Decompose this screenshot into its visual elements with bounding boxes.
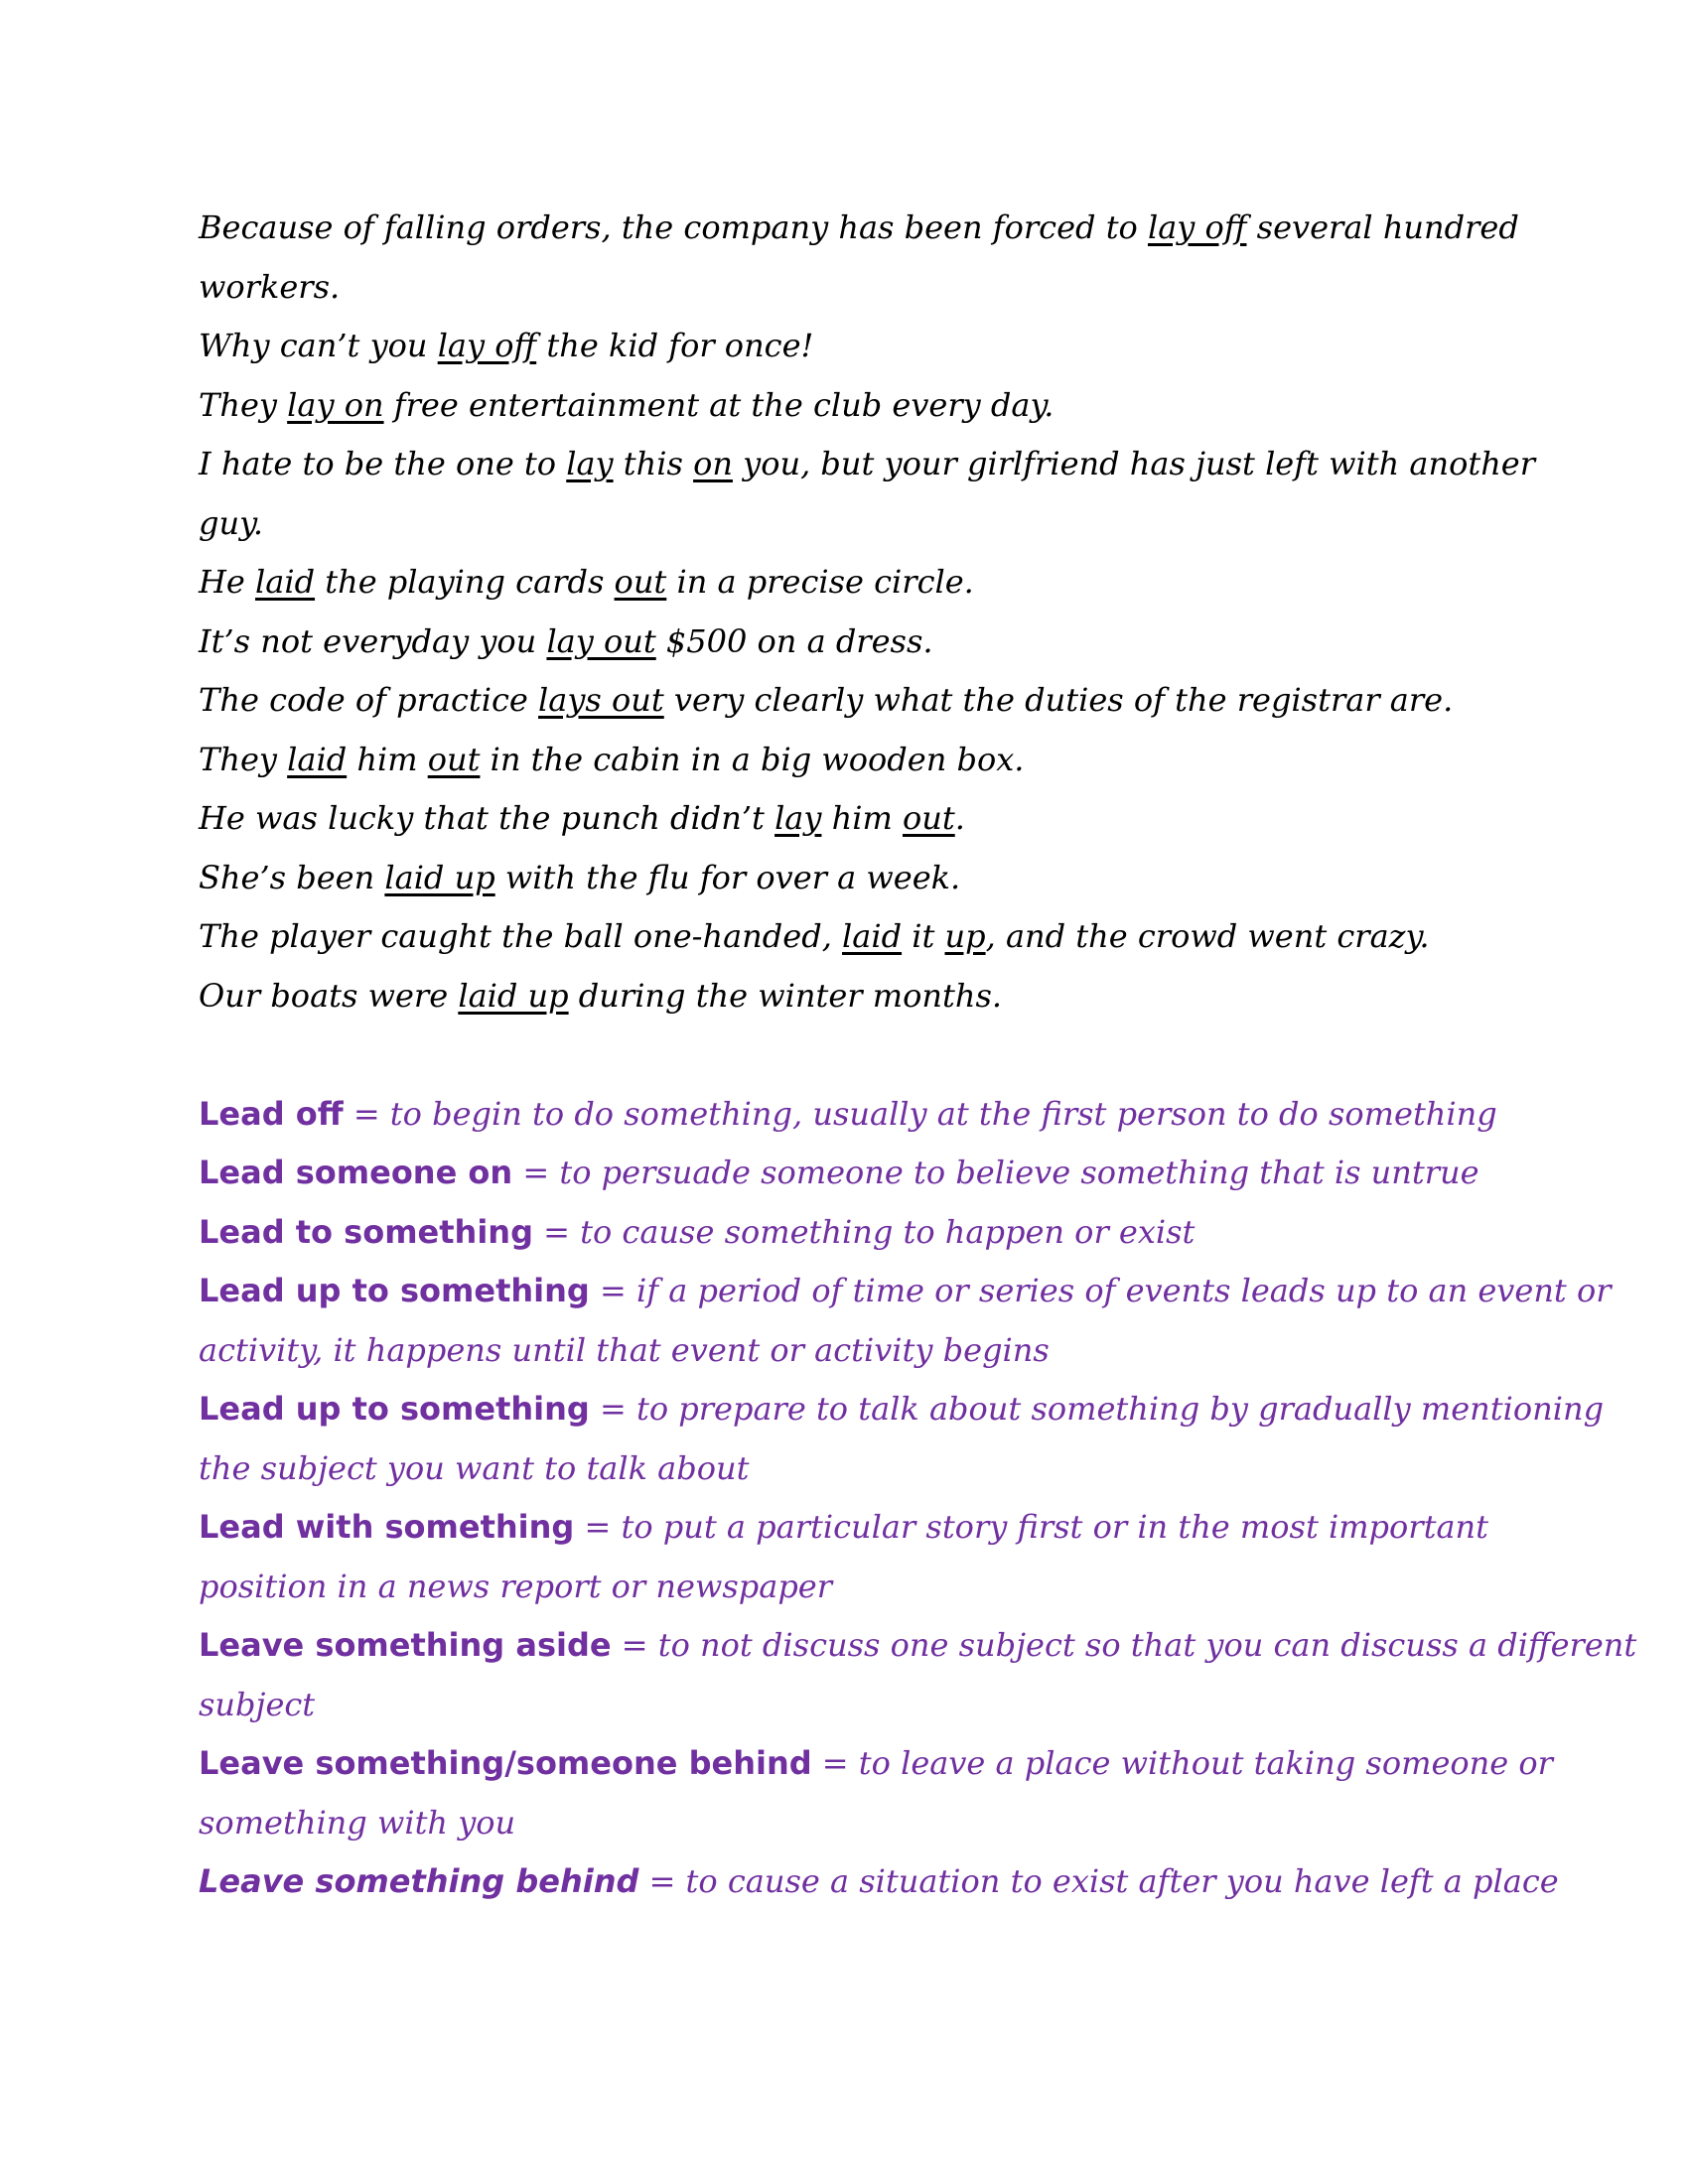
phrasal-verb-term: Lead off [199,1094,344,1133]
example-line [199,907,1489,967]
text-segment: in the cabin in a big wooden box. [480,740,1025,778]
underlined-phrase: laid up [458,976,569,1015]
text-segment: something with you [199,1803,516,1842]
underlined-phrase: lay [774,799,822,837]
text-segment: = to begin to do something, usually at the first person to do something [343,1094,1497,1133]
underlined-phrase: on [693,445,733,482]
underlined-phrase: lay out [546,621,656,660]
underlined-phrase: lays out [538,681,664,719]
text-segment: He was lucky that the punch didn’t [199,799,775,837]
text-segment: They [199,385,288,424]
text-segment: the playing cards [315,563,615,601]
example-line [199,849,1489,908]
definition-line [199,1498,1489,1558]
example-line [199,967,1489,1026]
text-segment: Why can’t you [199,327,438,364]
text-segment: Our boats were [199,976,459,1015]
phrasal-verb-term: Lead up to something [199,1390,590,1428]
phrasal-verb-term: Leave something/someone behind [199,1744,812,1782]
text-segment: She’s been [199,858,385,896]
text-segment: The code of practice [199,681,539,719]
text-segment: subject [199,1685,316,1723]
definition-line [199,1558,1489,1617]
text-segment: him [821,799,903,837]
text-segment: it [902,917,945,955]
example-line [199,671,1489,731]
phrasal-verb-term: Leave something aside [199,1626,612,1664]
definition-line [199,1321,1489,1381]
underlined-phrase: lay off [1147,208,1247,246]
text-segment: = to cause something to happen or exist [532,1212,1196,1251]
text-segment: The player caught the ball one-handed, [199,917,843,955]
text-segment: , and the crowd went crazy. [985,917,1430,955]
definition-line [199,1144,1489,1203]
example-line [199,789,1489,849]
text-segment: this [613,445,694,482]
definition-line [199,1794,1489,1853]
example-line [199,199,1519,258]
paragraph-gap [199,1025,1489,1085]
underlined-phrase: lay [566,445,614,482]
definition-line [199,1085,1497,1145]
phrasal-verb-term: Lead with something [199,1508,575,1546]
phrasal-verb-definitions [199,1085,1637,1912]
text-segment: $500 on a dress. [655,621,933,660]
underlined-phrase: out [902,799,955,837]
example-line [199,613,1489,672]
underlined-phrase: out [614,563,667,601]
text-segment: in a precise circle. [666,563,974,601]
text-segment: = to persuade someone to believe something that is untrue [512,1154,1479,1191]
text-segment: position in a news report or newspaper [199,1567,833,1605]
text-segment: It’s not everyday you [199,621,547,660]
definition-line [199,1439,1489,1499]
text-segment: you, but your girlfriend has just left with another [732,445,1536,482]
example-line [199,494,1489,554]
text-segment: = to prepare to talk about something by gradually mentioning [589,1390,1605,1428]
text-segment: He [199,563,256,601]
text-segment: during the winter months. [568,976,1003,1015]
text-segment: activity, it happens until that event or activity begins [199,1330,1050,1369]
underlined-phrase: laid up [384,858,495,896]
text-segment: They [199,740,288,778]
phrasal-verb-term: Lead up to something [199,1272,590,1309]
text-segment: free entertainment at the club every day. [383,385,1055,424]
underlined-phrase: lay off [437,327,537,364]
text-segment: = to not discuss one subject so that you can discuss a different [611,1626,1637,1664]
example-line [199,553,1489,613]
example-line [199,376,1489,436]
underlined-phrase: up [944,917,986,955]
example-line [199,317,1489,376]
text-segment: several hundred [1246,208,1519,246]
underlined-phrase: out [427,740,481,778]
definition-line [199,1734,1553,1794]
text-segment: Because of falling orders, the company has been forced to [199,208,1148,246]
definition-line [199,1616,1637,1676]
example-line [199,435,1536,494]
text-segment: him [347,740,428,778]
document-page [199,199,1637,1912]
text-segment: with the flu for over a week. [494,858,961,896]
text-segment: = to put a particular story first or in the most important [574,1508,1488,1546]
definition-line [199,1203,1489,1263]
text-segment: = if a period of time or series of events leads up to an event or [589,1272,1612,1309]
example-line [199,258,1489,318]
underlined-phrase: lay on [287,385,384,424]
text-segment: guy. [199,503,264,542]
definition-line [199,1676,1489,1735]
text-segment: workers. [199,267,341,306]
text-segment: . [954,799,965,837]
text-segment: the subject you want to talk about [199,1448,750,1487]
text-segment: I hate to be the one to [199,445,567,482]
example-sentences [199,199,1536,1025]
underlined-phrase: laid [842,917,903,955]
phrasal-verb-term: Lead to something [199,1212,533,1251]
text-segment: = to leave a place without taking someone or [811,1744,1553,1782]
definition-line [199,1852,1559,1912]
text-segment: the kid for once! [536,327,814,364]
phrasal-verb-term: Lead someone on [199,1154,513,1191]
definition-line [199,1262,1612,1321]
underlined-phrase: laid [255,563,316,601]
phrasal-verb-term: Leave something behind [199,1862,639,1900]
example-line [199,731,1489,790]
definition-line [199,1380,1605,1439]
text-segment: very clearly what the duties of the registrar are. [663,681,1454,719]
text-segment: = to cause a situation to exist after you have left a place [638,1862,1559,1900]
underlined-phrase: laid [287,740,348,778]
